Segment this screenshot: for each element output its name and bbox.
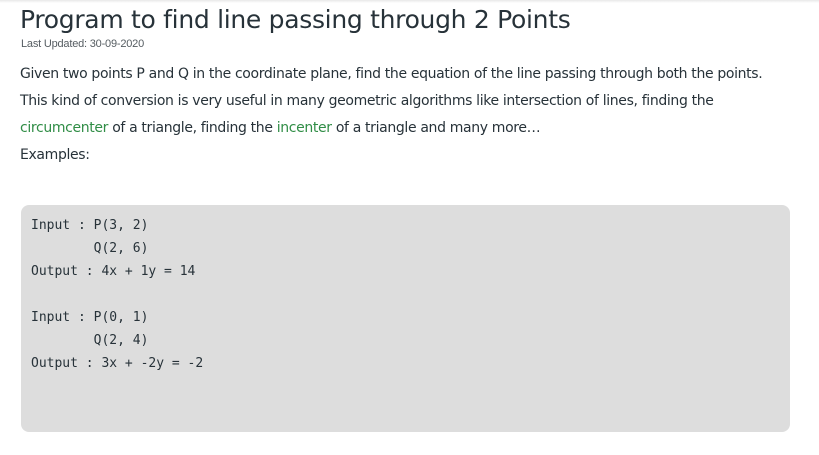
last-updated-date: Last Updated: 30-09-2020 — [21, 38, 145, 50]
intro-line-1: Given two points P and Q in the coordinate plane, find the equation of the line passing through both the points. — [20, 66, 763, 82]
code-line: Q(2, 6) — [31, 241, 149, 256]
examples-heading: Examples: — [20, 147, 90, 163]
code-line: Output : 4x + 1y = 14 — [31, 264, 196, 279]
code-line: Input : P(0, 1) — [31, 310, 149, 325]
code-line: Output : 3x + -2y = -2 — [31, 356, 204, 371]
intro-line-2: This kind of conversion is very useful in many geometric algorithms like intersection of lines, finding the — [20, 93, 714, 109]
code-line: Q(2, 4) — [31, 333, 149, 348]
header-shadow — [0, 0, 819, 3]
intro-line-3-middle: of a triangle, finding the — [108, 120, 277, 136]
intro-line-3-end: of a triangle and many more… — [331, 120, 541, 136]
intro-line-3 — [20, 118, 540, 138]
code-line: Input : P(3, 2) — [31, 218, 149, 233]
incenter-link[interactable]: incenter — [276, 120, 332, 136]
circumcenter-link[interactable]: circumcenter — [20, 120, 109, 136]
page-title: Program to find line passing through 2 Points — [20, 5, 571, 34]
code-block[interactable] — [21, 205, 790, 432]
